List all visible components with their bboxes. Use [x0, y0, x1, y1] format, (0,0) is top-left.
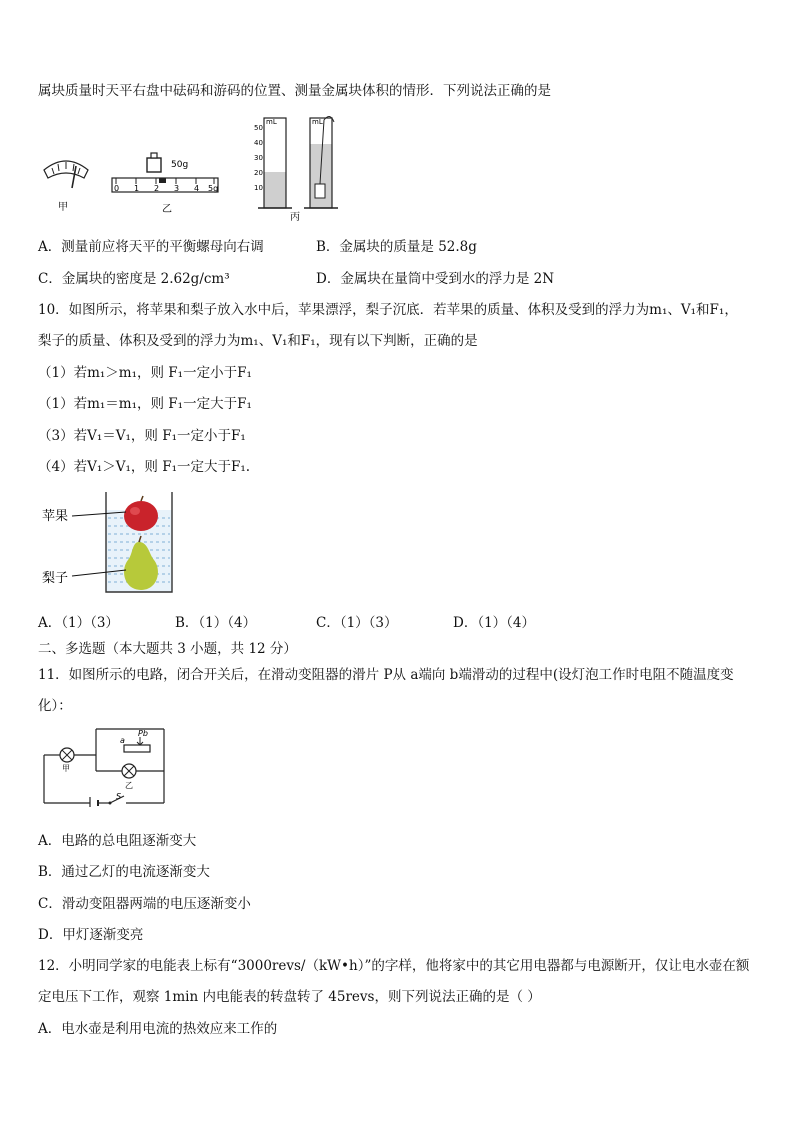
ruler-tick-4: 4	[194, 184, 200, 193]
label-s: S	[116, 792, 122, 801]
q10-judgement-2: （1）若m₁＝m₁，则 F₁一定大于F₁	[38, 396, 252, 412]
label-a: a	[120, 736, 125, 745]
lamp-jia	[60, 748, 74, 762]
q9-figure	[38, 112, 368, 222]
q10-option-b: B．（1）（4）	[175, 615, 257, 631]
fig-label-jia: 甲	[58, 202, 68, 213]
q9-option-c: C．金属块的密度是 2.62g/cm³	[38, 271, 230, 287]
q10-stem-line2: 梨子的质量、体积及受到的浮力为m₁、V₁和F₁，现有以下判断，正确的是	[38, 333, 478, 349]
cyl-tick-30: 30	[254, 154, 263, 162]
q10-judgement-1: （1）若m₁＞m₁，则 F₁一定小于F₁	[38, 365, 252, 381]
fig-label-yi: 乙	[162, 204, 172, 215]
apple	[124, 496, 158, 531]
q11-stem-line2: 化）：	[38, 698, 72, 714]
q9-option-a: A．测量前应将天平的平衡螺母向右调	[38, 239, 264, 255]
ruler-tick-3: 3	[174, 184, 180, 193]
cyl-right-ml: mL	[312, 118, 323, 126]
ruler-tick-1: 1	[134, 184, 140, 193]
q11-stem-line1: 11．如图所示的电路，闭合开关后，在滑动变阻器的滑片 P从 a端向 b端滑动的过程中(设灯泡工作时电阻不随温度变	[38, 667, 734, 683]
fig-label-bing: 丙	[290, 212, 300, 222]
label-apple: 苹果	[42, 509, 69, 524]
q11-option-b: B．通过乙灯的电流逐渐变大	[38, 864, 210, 880]
q12-option-a: A．电水壶是利用电流的热效应来工作的	[38, 1021, 278, 1037]
q10-option-a: A．（1）（3）	[38, 615, 119, 631]
q10-figure	[38, 490, 178, 600]
label-pear: 梨子	[42, 571, 69, 586]
cylinder-right	[304, 116, 338, 208]
q10-option-d: D．（1）（4）	[453, 615, 536, 631]
q10-option-c: C．（1）（3）	[316, 615, 398, 631]
q10-judgement-4: （4）若V₁＞V₁，则 F₁一定大于F₁.	[38, 459, 251, 475]
rider-ruler	[112, 178, 218, 192]
q10-judgement-3: （3）若V₁＝V₁，则 F₁一定小于F₁	[38, 428, 246, 444]
ruler-tick-2: 2	[154, 184, 160, 193]
q9-option-b: B．金属块的质量是 52.8g	[316, 239, 477, 255]
ruler-tick-5: 5g	[208, 184, 219, 193]
weight-50g	[147, 153, 161, 172]
rheostat	[124, 737, 150, 752]
cylinder-left	[258, 118, 292, 208]
cyl-tick-50: 50	[254, 124, 263, 132]
cyl-tick-10: 10	[254, 184, 263, 192]
cyl-left-ml: mL	[266, 118, 277, 126]
q10-stem-line1: 10．如图所示，将苹果和梨子放入水中后，苹果漂浮，梨子沉底．若苹果的质量、体积及受到的浮力为m₁、V₁和F₁，	[38, 302, 738, 318]
label-yi: 乙	[125, 781, 133, 790]
q9-option-d: D．金属块在量筒中受到水的浮力是 2N	[316, 271, 555, 287]
balance-dial	[44, 161, 88, 188]
ruler-tick-0: 0	[114, 184, 120, 193]
q12-stem-line2: 定电压下工作，观察 1min 内电能表的转盘转了 45revs，则下列说法正确的是（ ）	[38, 989, 541, 1005]
battery	[90, 797, 98, 807]
q9-stem-tail: 属块质量时天平右盘中砝码和游码的位置、测量金属块体积的情形．下列说法正确的是	[38, 83, 551, 99]
q12-stem-line1: 12．小明同学家的电能表上标有“3000revs/（kW•h）”的字样，他将家中的其它用电器都与电源断开，仅让电水壶在额	[38, 958, 750, 974]
weight-label: 50g	[171, 160, 189, 170]
section-multi-choice: 二、多选题（本大题共 3 小题，共 12 分）	[38, 641, 297, 657]
lamp-yi	[122, 764, 136, 778]
cyl-tick-20: 20	[254, 169, 263, 177]
q11-option-a: A．电路的总电阻逐渐变大	[38, 833, 197, 849]
label-jia: 甲	[62, 764, 70, 773]
cyl-tick-40: 40	[254, 139, 263, 147]
label-p: Pb	[138, 729, 148, 738]
q11-option-d: D．甲灯逐渐变亮	[38, 927, 144, 943]
q11-option-c: C．滑动变阻器两端的电压逐渐变小	[38, 896, 251, 912]
q11-circuit-figure	[40, 725, 180, 807]
